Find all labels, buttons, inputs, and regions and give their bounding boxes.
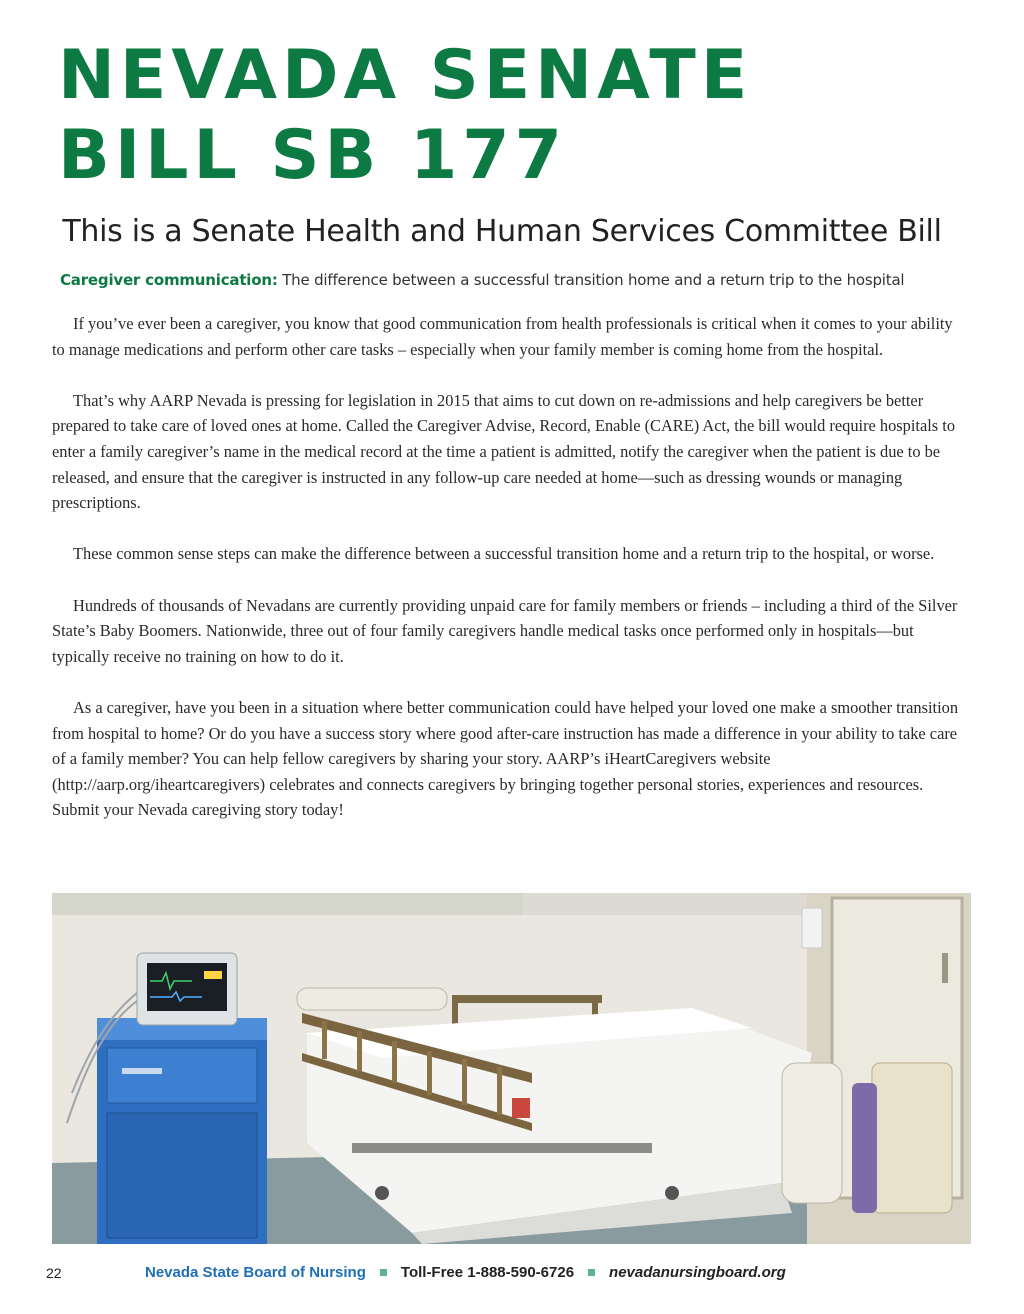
page-footer xyxy=(0,1262,1024,1286)
paragraph-3: These common sense steps can make the difference between a successful transition home and a return trip to the hospital, or worse. xyxy=(73,544,935,564)
lead-line xyxy=(60,271,1000,289)
lead-label: Caregiver communication: xyxy=(60,271,278,289)
title-line-1: NEVADA SENATE xyxy=(58,36,753,115)
page-title xyxy=(58,36,958,196)
separator-square-icon xyxy=(380,1269,387,1276)
page-subtitle: This is a Senate Health and Human Services Committee Bill xyxy=(62,214,942,249)
title-line-2: BILL SB 177 xyxy=(58,116,567,195)
hospital-room-photo xyxy=(52,893,971,1244)
paragraph-5: As a caregiver, have you been in a situation where better communication could have helped your loved one make a smoother transition from hospital to home? Or do you have a success story where good after-care instruction has made a difference in your ability to take care of a family member? You can help fellow caregivers by sharing your story. AARP’s iHeartCaregivers website (http://aarp.org/iheartcaregivers) celebrates and connects caregivers by bringing together personal stories, experiences and resources. Submit your Nevada caregiving story today! xyxy=(52,697,959,820)
footer-phone: Toll-Free 1-888-590-6726 xyxy=(400,1264,575,1281)
paragraph-2: That’s why AARP Nevada is pressing for legislation in 2015 that aims to cut down on re-admissions and help caregivers be better prepared to take care of loved ones at home. Called the Caregiver Advise, Record, Enable (CARE) Act, the bill would require hospitals to enter a family caregiver’s name in the medical record at the time a patient is admitted, notify the caregiver when the patient is due to be released, and ensure that the caregiver is instructed in any follow-up care needed at home—such as dressing wounds or managing prescriptions. xyxy=(52,390,956,513)
lead-text: The difference between a successful transition home and a return trip to the hospital xyxy=(282,271,905,289)
separator-square-icon xyxy=(588,1269,595,1276)
page-number: 22 xyxy=(46,1265,62,1281)
paragraph-1: If you’ve ever been a caregiver, you know that good communication from health professionals is critical when it comes to your ability to manage medications and perform other care tasks – especially when your family member is coming home from the hospital. xyxy=(52,314,953,359)
article-body xyxy=(52,311,962,848)
paragraph-4: Hundreds of thousands of Nevadans are currently providing unpaid care for family members or friends – including a third of the Silver State’s Baby Boomers. Nationwide, three out of four family caregivers handle medical tasks once performed only in hospitals—but typically receive no training on how to do it. xyxy=(52,595,958,666)
footer-website-link[interactable]: nevadanursingboard.org xyxy=(609,1264,786,1281)
footer-line xyxy=(145,1264,786,1281)
hospital-bed-illustration xyxy=(52,893,971,1244)
footer-org: Nevada State Board of Nursing xyxy=(145,1264,366,1281)
